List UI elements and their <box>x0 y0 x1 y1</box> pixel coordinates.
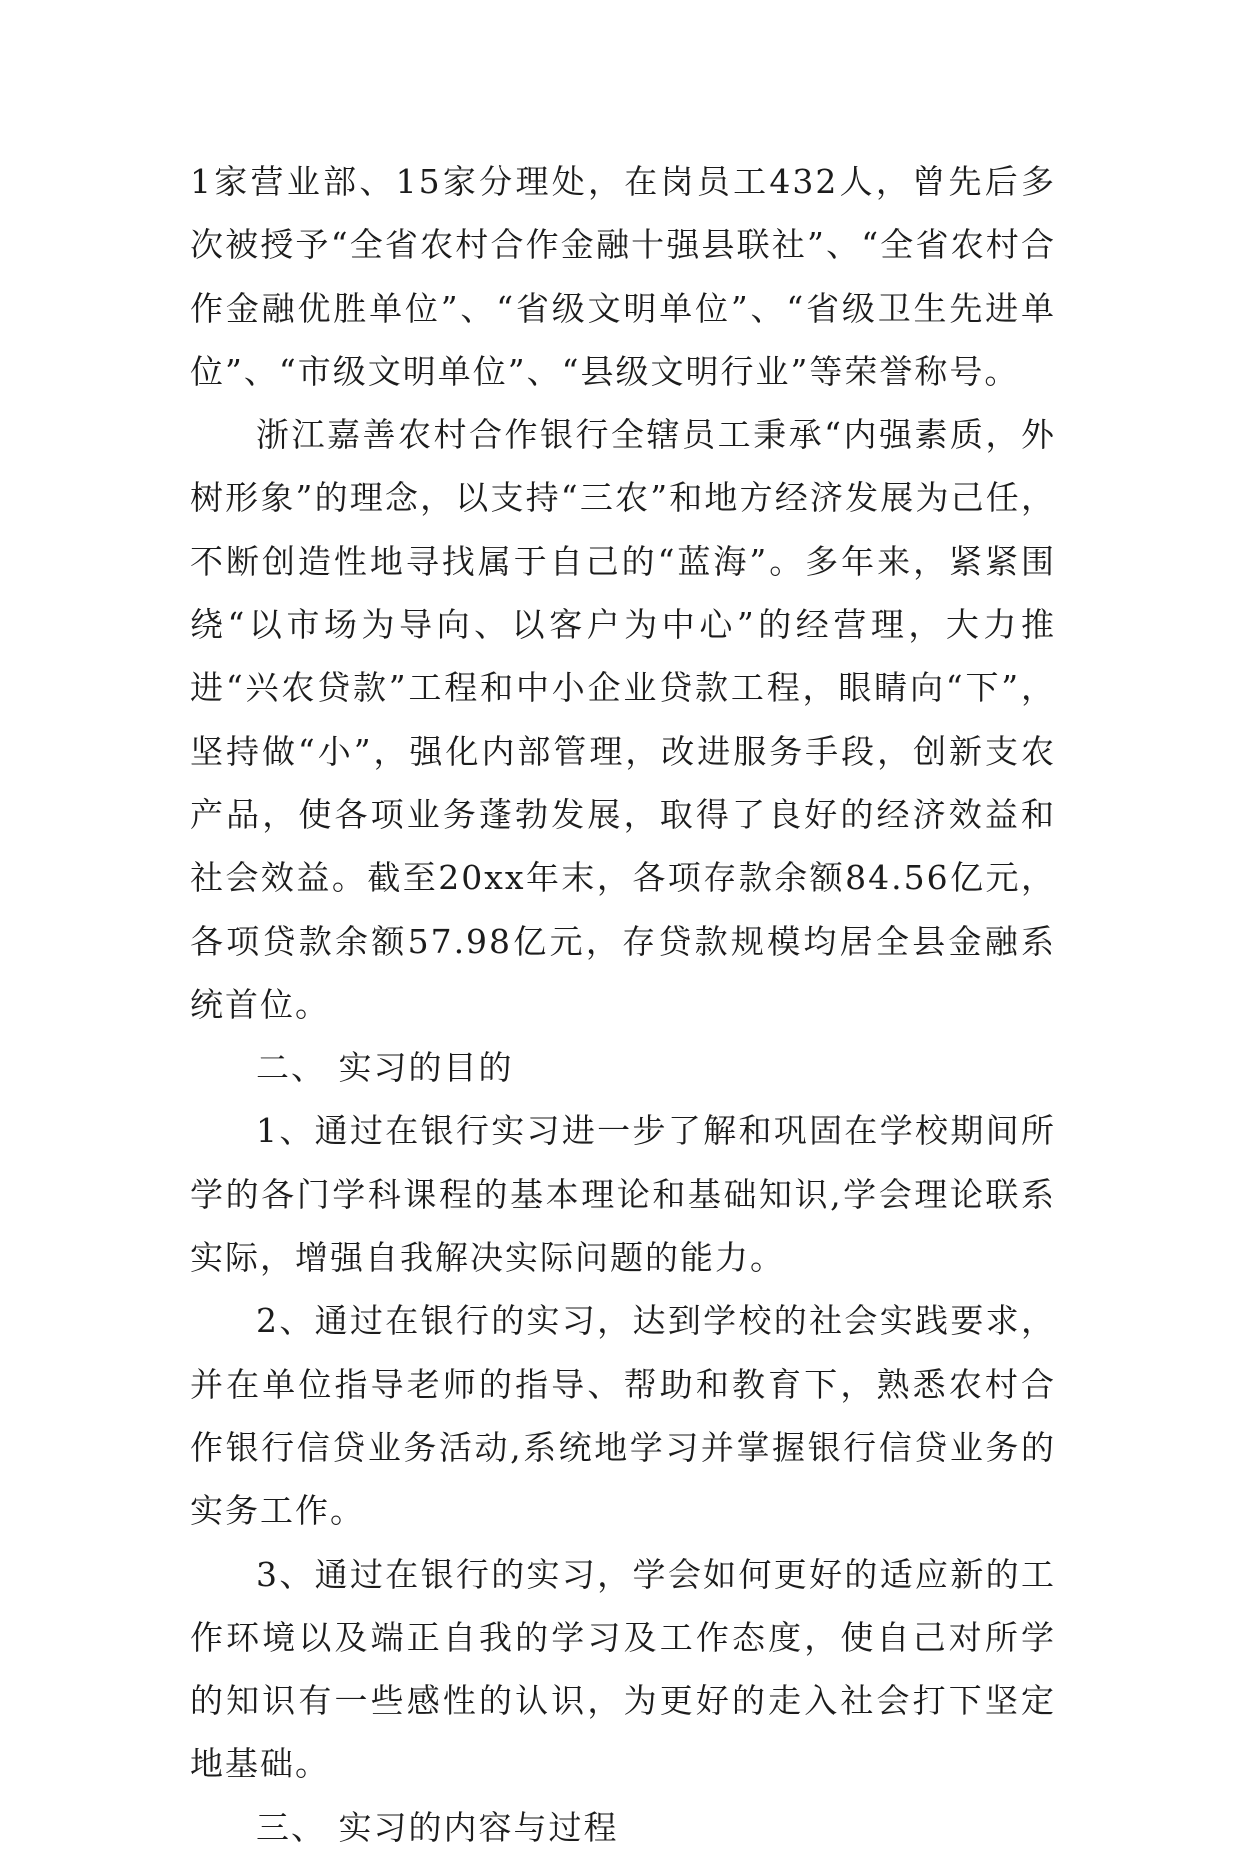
section-heading-purpose: 二、 实习的目的 <box>256 1048 514 1088</box>
paragraph-purpose-2: 2、通过在银行的实习，达到学校的社会实践要求，并在单位指导老师的指导、帮助和教育下，熟悉农村合作银行信贷业务活动,系统地学习并掌握银行信贷业务的实务工作。 <box>190 1301 1056 1531</box>
section-heading-content: 三、 实习的内容与过程 <box>256 1807 619 1847</box>
paragraph-honors: 1家营业部、15家分理处，在岗员工432人，曾先后多次被授予“全省农村合作金融十强县联社”、“全省农村合作金融优胜单位”、“省级文明单位”、“省级卫生先进单位”、“市级文明单位”、“县级文明行业”等荣誉称号。 <box>190 162 1056 391</box>
paragraph-bank-overview: 浙江嘉善农村合作银行全辖员工秉承“内强素质，外树形象”的理念，以支持“三农”和地方经济发展为己任，不断创造性地寻找属于自己的“蓝海”。多年来，紧紧围绕“以市场为导向、以客户为中心”的经营理，大力推进“兴农贷款”工程和中小企业贷款工程，眼睛向“下”，坚持做“小”，强化内部管理，改进服务手段，创新支农产品，使各项业务蓬勃发展，取得了良好的经济效益和社会效益。截至20xx年末，各项存款余额84.56亿元，各项贷款余额57.98亿元，存贷款规模均居全县金融系统首位。 <box>190 415 1056 1024</box>
paragraph-purpose-3: 3、通过在银行的实习，学会如何更好的适应新的工作环境以及端正自我的学习及工作态度，使自己对所学的知识有一些感性的认识，为更好的走入社会打下坚定地基础。 <box>190 1554 1056 1784</box>
paragraph-purpose-1: 1、通过在银行实习进一步了解和巩固在学校期间所学的各门学科课程的基本理论和基础知识,学会理论联系实际，增强自我解决实际问题的能力。 <box>190 1111 1056 1278</box>
document-body <box>190 150 1056 1859</box>
